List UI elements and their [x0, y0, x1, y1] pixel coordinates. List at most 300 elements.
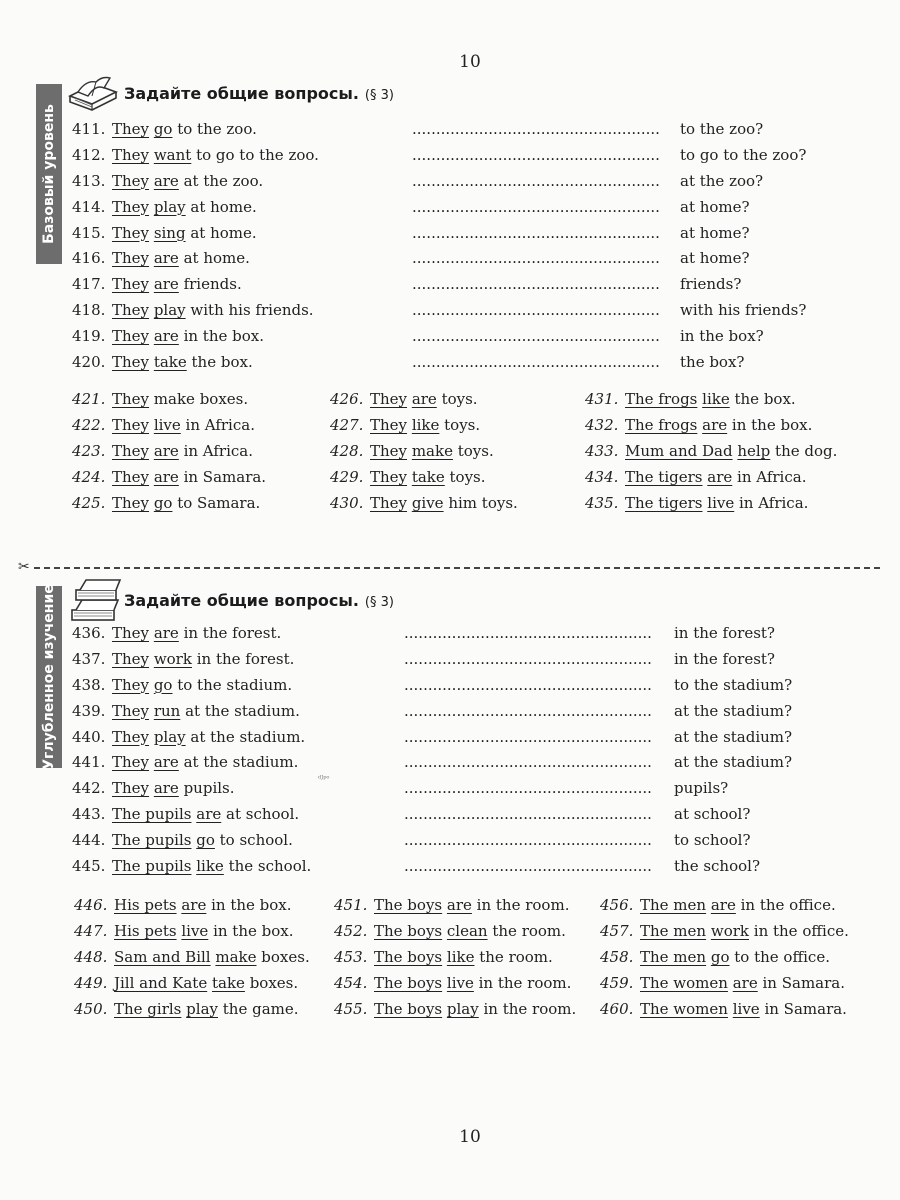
- sentence-subject: They: [112, 624, 150, 642]
- exercise-number: 454.: [334, 974, 368, 992]
- sentence-subject: They: [112, 727, 150, 746]
- exercise-item: [330, 442, 518, 468]
- exercise-item: [600, 974, 849, 1000]
- sentence-rest: to go to the zoo.: [191, 145, 319, 164]
- exercise-number: 456.: [600, 896, 634, 914]
- exercise-item: [585, 442, 837, 468]
- answer-ending: in the forest?: [674, 649, 775, 668]
- answer-ending: at home?: [680, 223, 750, 242]
- exercise-number: 460.: [600, 1000, 634, 1018]
- exercise-column: [585, 390, 837, 520]
- sentence-rest: in the room.: [473, 974, 572, 992]
- section-title-text: Задайте общие вопросы.: [124, 84, 359, 103]
- answer-blank: ....................................................: [404, 624, 652, 642]
- exercise-item: [330, 416, 518, 442]
- answer-blank: ....................................................: [412, 197, 660, 216]
- sentence-subject: They: [112, 494, 150, 512]
- sentence-rest: to school.: [214, 831, 293, 850]
- answer-ending: in the box?: [680, 327, 764, 346]
- exercise-sentence: [112, 650, 294, 668]
- exercise-sentence: [112, 224, 257, 242]
- exercise-number: 443.: [72, 805, 106, 824]
- exercise-number: 447.: [74, 922, 108, 940]
- exercise-sentence: [112, 624, 281, 642]
- exercise-sentence: [112, 198, 257, 216]
- exercise-number: 448.: [74, 948, 108, 966]
- answer-ending: at the stadium?: [674, 727, 793, 746]
- sentence-subject: The men: [640, 948, 707, 966]
- sentence-rest: boxes.: [244, 974, 299, 992]
- sentence-subject: They: [112, 171, 150, 190]
- sentence-subject: They: [112, 301, 150, 320]
- exercise-item: [334, 974, 576, 1000]
- sentence-verb: work: [710, 922, 749, 940]
- answer-blank: ....................................................: [404, 779, 652, 798]
- page-number-bottom: 10: [459, 1127, 481, 1147]
- sentence-subject: They: [112, 353, 150, 372]
- sentence-subject: They: [112, 416, 150, 434]
- sentence-verb: are: [153, 327, 179, 346]
- sentence-verb: run: [153, 701, 181, 720]
- exercise-sentence: [112, 857, 311, 875]
- sentence-rest: the school.: [223, 857, 312, 876]
- answer-ending: to school?: [674, 831, 751, 850]
- answer-ending: at the stadium?: [674, 701, 793, 720]
- sentence-verb: are: [153, 624, 179, 642]
- sentence-verb: take: [153, 353, 187, 372]
- answer-blank: ....................................................: [412, 171, 660, 190]
- sentence-verb: are: [181, 896, 207, 914]
- sentence-verb: go: [153, 494, 173, 512]
- sentence-rest: with his friends.: [185, 301, 314, 320]
- sentence-subject: The boys: [374, 974, 443, 992]
- exercise-sentence: [112, 728, 305, 746]
- exercise-item: [72, 442, 266, 468]
- sentence-verb: take: [211, 974, 245, 992]
- sentence-rest: at home.: [185, 197, 257, 216]
- sentence-verb: are: [153, 249, 179, 268]
- sentence-verb: are: [702, 416, 728, 434]
- sentence-subject: The boys: [374, 922, 443, 940]
- sentence-subject: The frogs: [625, 390, 698, 408]
- sentence-subject: The boys: [374, 948, 443, 966]
- sentence-subject: They: [112, 701, 150, 720]
- sentence-rest: in the room.: [478, 1000, 577, 1018]
- answer-ending: to go to the zoo?: [680, 145, 807, 164]
- sentence-subject: The pupils: [112, 805, 192, 824]
- sentence-subject: The boys: [374, 896, 443, 914]
- exercise-item: [334, 948, 576, 974]
- sentence-subject: The pupils: [112, 857, 192, 876]
- exercise-sentence: [112, 753, 298, 771]
- sentence-rest: pupils.: [178, 779, 235, 798]
- side-tab-label: Углубленное изучение: [41, 584, 57, 770]
- sentence-rest: to Samara.: [172, 494, 261, 512]
- exercise-number: 445.: [72, 857, 106, 876]
- exercise-number: 413.: [72, 171, 106, 190]
- sentence-subject: They: [112, 223, 150, 242]
- sentence-verb: are: [446, 896, 472, 914]
- exercise-number: 441.: [72, 753, 106, 772]
- sentence-rest: toys.: [452, 442, 494, 460]
- sentence-subject: The girls: [114, 1000, 182, 1018]
- exercise-number: 434.: [585, 468, 619, 486]
- answer-blank: ....................................................: [404, 805, 652, 824]
- sentence-verb: are: [710, 896, 736, 914]
- sentence-subject: They: [112, 649, 150, 668]
- sentence-subject: They: [112, 468, 150, 486]
- exercise-item: [72, 416, 266, 442]
- exercise-number: 457.: [600, 922, 634, 940]
- exercise-number: 425.: [72, 494, 106, 512]
- exercise-number: 435.: [585, 494, 619, 512]
- exercise-number: 424.: [72, 468, 106, 486]
- answer-blank: ....................................................: [412, 353, 660, 372]
- exercise-sentence: [112, 172, 263, 190]
- exercise-number: 437.: [72, 649, 106, 668]
- sentence-rest: make boxes.: [149, 390, 249, 408]
- section-title-basic: [124, 84, 394, 103]
- sentence-rest: toys.: [436, 390, 478, 408]
- sentence-verb: are: [411, 390, 437, 408]
- sentence-verb: like: [411, 416, 440, 434]
- exercise-item: [600, 896, 849, 922]
- sentence-rest: in the box.: [178, 327, 265, 346]
- exercise-number: 427.: [330, 416, 364, 434]
- exercise-sentence: [112, 275, 242, 293]
- answer-ending: pupils?: [674, 779, 729, 798]
- sentence-rest: at home.: [185, 223, 257, 242]
- sentence-verb: live: [707, 494, 735, 512]
- sentence-subject: They: [112, 145, 150, 164]
- sentence-verb: are: [196, 805, 222, 824]
- exercise-sentence: [112, 301, 314, 319]
- sentence-rest: in the box.: [208, 922, 294, 940]
- sentence-rest: the room.: [474, 948, 553, 966]
- sentence-verb: are: [707, 468, 733, 486]
- exercise-number: 449.: [74, 974, 108, 992]
- sentence-rest: at the stadium.: [178, 753, 299, 772]
- exercise-item: [600, 1000, 849, 1026]
- sentence-rest: in Samara.: [759, 1000, 847, 1018]
- exercise-number: 423.: [72, 442, 106, 460]
- sentence-verb: play: [153, 301, 186, 320]
- exercise-number: 421.: [72, 390, 106, 408]
- sentence-subject: His pets: [114, 896, 177, 914]
- exercise-item: [585, 494, 837, 520]
- answer-blank: ....................................................: [404, 701, 652, 720]
- exercise-number: 453.: [334, 948, 368, 966]
- sentence-verb: play: [186, 1000, 218, 1018]
- exercise-item: [330, 494, 518, 520]
- exercise-item: [72, 494, 266, 520]
- sentence-verb: play: [153, 727, 186, 746]
- answer-ending: the box?: [680, 353, 745, 372]
- exercise-number: 442.: [72, 779, 106, 798]
- answer-blank: ....................................................: [404, 727, 652, 746]
- answer-ending: at the zoo?: [680, 171, 764, 190]
- sentence-subject: The pupils: [112, 831, 192, 850]
- answer-blank: ....................................................: [412, 327, 660, 346]
- exercise-item: [334, 896, 576, 922]
- exercise-column: [334, 896, 576, 1026]
- exercise-number: 438.: [72, 675, 106, 694]
- sentence-verb: live: [732, 1000, 760, 1018]
- exercise-column: [330, 390, 518, 520]
- answer-blank: ....................................................: [404, 649, 652, 668]
- exercise-number: 411.: [72, 120, 106, 138]
- exercise-number: 455.: [334, 1000, 368, 1018]
- sentence-rest: at the zoo.: [178, 171, 264, 190]
- sentence-rest: in the forest.: [191, 649, 295, 668]
- sentence-verb: like: [702, 390, 730, 408]
- sentence-verb: live: [181, 922, 209, 940]
- sentence-verb: take: [411, 468, 445, 486]
- sentence-verb: are: [153, 468, 179, 486]
- exercise-item: [72, 468, 266, 494]
- sentence-subject: Jill and Kate: [114, 974, 208, 992]
- exercise-item: [72, 390, 266, 416]
- sentence-rest: in the office.: [735, 896, 836, 914]
- exercise-sentence: [112, 676, 292, 694]
- sentence-subject: They: [370, 390, 408, 408]
- answer-ending: at school?: [674, 805, 751, 824]
- exercise-number: 444.: [72, 831, 106, 850]
- exercise-column: [600, 896, 849, 1026]
- sentence-rest: in Samara.: [178, 468, 267, 486]
- sentence-subject: They: [112, 327, 150, 346]
- exercise-item: [585, 416, 837, 442]
- sentence-verb: are: [153, 275, 179, 294]
- exercise-item: [74, 896, 310, 922]
- exercise-item: [330, 390, 518, 416]
- answer-blank: ....................................................: [412, 145, 660, 164]
- exercise-item: [585, 390, 837, 416]
- exercise-number: 422.: [72, 416, 106, 434]
- sentence-subject: They: [112, 249, 150, 268]
- exercise-number: 419.: [72, 327, 106, 346]
- exercise-number: 412.: [72, 145, 106, 164]
- side-tab-basic: [36, 84, 62, 264]
- exercise-number: 414.: [72, 197, 106, 216]
- sentence-verb: are: [153, 779, 179, 798]
- exercise-number: 417.: [72, 275, 106, 294]
- exercise-number: 430.: [330, 494, 364, 512]
- answer-blank: ....................................................: [412, 249, 660, 268]
- sentence-subject: They: [112, 197, 150, 216]
- page-number-top: 10: [459, 52, 481, 72]
- sentence-rest: in the forest.: [178, 624, 282, 642]
- sentence-subject: They: [370, 442, 408, 460]
- answer-ending: to the stadium?: [674, 675, 793, 694]
- sentence-rest: the dog.: [770, 442, 838, 460]
- exercise-number: 436.: [72, 624, 106, 642]
- sentence-rest: at school.: [221, 805, 300, 824]
- sentence-rest: in Samara.: [757, 974, 845, 992]
- sentence-rest: in Africa.: [734, 494, 809, 512]
- sentence-rest: in Africa.: [178, 442, 254, 460]
- exercise-number: 446.: [74, 896, 108, 914]
- exercise-number: 459.: [600, 974, 634, 992]
- sentence-subject: They: [112, 779, 150, 798]
- sentence-rest: friends.: [178, 275, 242, 294]
- exercise-number: 432.: [585, 416, 619, 434]
- section-ref: (§ 3): [364, 595, 394, 610]
- exercise-sentence: [112, 120, 257, 138]
- exercise-item: [74, 922, 310, 948]
- book-stack-icon: [66, 576, 122, 624]
- sentence-rest: in the box.: [206, 896, 292, 914]
- sentence-rest: at the stadium.: [185, 727, 306, 746]
- answer-ending: at home?: [680, 249, 750, 268]
- sentence-rest: at the stadium.: [180, 701, 300, 720]
- section-title-advanced: [124, 591, 394, 610]
- exercise-sentence: [112, 249, 250, 267]
- sentence-subject: Mum and Dad: [625, 442, 733, 460]
- sentence-rest: the box.: [186, 353, 253, 372]
- sentence-rest: in the box.: [727, 416, 813, 434]
- side-tab-label: Базовый уровень: [41, 104, 58, 244]
- sentence-verb: live: [446, 974, 474, 992]
- sentence-subject: They: [112, 120, 150, 138]
- sentence-verb: want: [153, 145, 192, 164]
- sentence-subject: The women: [640, 1000, 728, 1018]
- exercise-number: 420.: [72, 353, 106, 372]
- exercise-item: [74, 1000, 310, 1026]
- sentence-verb: play: [446, 1000, 479, 1018]
- exercise-number: 433.: [585, 442, 619, 460]
- exercise-item: [330, 468, 518, 494]
- answer-ending: the school?: [674, 857, 760, 876]
- sentence-verb: go: [710, 948, 730, 966]
- sentence-subject: They: [370, 494, 408, 512]
- sentence-rest: to the office.: [729, 948, 830, 966]
- answer-blank: ....................................................: [412, 301, 660, 320]
- answer-blank: ....................................................: [412, 120, 660, 138]
- exercise-column: [72, 390, 266, 520]
- sentence-verb: play: [153, 197, 186, 216]
- sentence-verb: sing: [153, 223, 186, 242]
- sentence-subject: They: [112, 753, 150, 772]
- sentence-subject: They: [112, 390, 150, 408]
- sentence-rest: in the room.: [471, 896, 570, 914]
- exercise-item: [600, 922, 849, 948]
- sentence-rest: him toys.: [443, 494, 518, 512]
- exercise-sentence: [112, 779, 235, 797]
- sentence-subject: The men: [640, 896, 707, 914]
- sentence-verb: go: [153, 120, 173, 138]
- sentence-verb: go: [153, 675, 173, 694]
- sentence-subject: They: [370, 468, 408, 486]
- sentence-subject: The men: [640, 922, 707, 940]
- answer-blank: ....................................................: [412, 223, 660, 242]
- sentence-subject: They: [370, 416, 408, 434]
- exercise-sentence: [112, 353, 253, 371]
- section-ref: (§ 3): [364, 88, 394, 103]
- sentence-rest: the room.: [487, 922, 566, 940]
- sentence-rest: at home.: [178, 249, 250, 268]
- sentence-rest: to the stadium.: [172, 675, 293, 694]
- sentence-subject: The women: [640, 974, 728, 992]
- exercise-number: 429.: [330, 468, 364, 486]
- sentence-subject: The tigers: [625, 494, 703, 512]
- sentence-subject: They: [112, 275, 150, 294]
- answer-ending: with his friends?: [680, 301, 807, 320]
- exercise-sentence: [112, 805, 299, 823]
- answer-blank: ....................................................: [412, 275, 660, 294]
- exercise-sentence: [112, 146, 319, 164]
- section-title-text: Задайте общие вопросы.: [124, 591, 359, 610]
- exercise-number: 450.: [74, 1000, 108, 1018]
- exercise-number: 428.: [330, 442, 364, 460]
- exercise-item: [334, 1000, 576, 1026]
- sentence-verb: like: [446, 948, 475, 966]
- answer-ending: in the forest?: [674, 624, 775, 642]
- sentence-subject: The frogs: [625, 416, 698, 434]
- exercise-sentence: [112, 327, 264, 345]
- sentence-verb: give: [411, 494, 444, 512]
- exercise-number: 439.: [72, 701, 106, 720]
- sentence-subject: They: [112, 675, 150, 694]
- sentence-verb: are: [732, 974, 758, 992]
- stray-mark: ᵈᴶᵖᵒ: [318, 774, 330, 783]
- sentence-rest: toys.: [444, 468, 486, 486]
- answer-ending: at the stadium?: [674, 753, 793, 772]
- exercise-number: 418.: [72, 301, 106, 320]
- sentence-rest: in Africa.: [732, 468, 807, 486]
- answer-blank: ....................................................: [404, 675, 652, 694]
- sentence-verb: go: [196, 831, 215, 850]
- sentence-rest: in Africa.: [180, 416, 255, 434]
- exercise-sentence: [112, 702, 300, 720]
- sentence-rest: toys.: [439, 416, 481, 434]
- answer-ending: friends?: [680, 275, 742, 294]
- exercise-number: 440.: [72, 727, 106, 746]
- exercise-item: [600, 948, 849, 974]
- scissors-icon: ✂: [18, 559, 30, 575]
- sentence-subject: The boys: [374, 1000, 443, 1018]
- dashed-divider: [34, 567, 880, 569]
- sentence-rest: boxes.: [256, 948, 310, 966]
- sentence-rest: in the office.: [749, 922, 849, 940]
- sentence-verb: help: [737, 442, 771, 460]
- open-book-icon: [66, 66, 120, 112]
- answer-blank: ....................................................: [404, 753, 652, 772]
- sentence-subject: His pets: [114, 922, 177, 940]
- sentence-subject: They: [112, 442, 150, 460]
- answer-ending: at home?: [680, 197, 750, 216]
- exercise-item: [74, 974, 310, 1000]
- sentence-verb: like: [196, 857, 224, 876]
- sentence-subject: The tigers: [625, 468, 703, 486]
- side-tab-advanced: [36, 586, 62, 768]
- exercise-item: [585, 468, 837, 494]
- sentence-rest: the box.: [729, 390, 796, 408]
- sentence-verb: are: [153, 753, 179, 772]
- answer-ending: to the zoo?: [680, 120, 764, 138]
- exercise-column: [74, 896, 310, 1026]
- exercise-number: 431.: [585, 390, 619, 408]
- answer-blank: ....................................................: [404, 857, 652, 876]
- answer-blank: ....................................................: [404, 831, 652, 850]
- sentence-verb: work: [153, 649, 192, 668]
- sentence-subject: Sam and Bill: [114, 948, 211, 966]
- exercise-item: [334, 922, 576, 948]
- sentence-verb: clean: [446, 922, 488, 940]
- sentence-verb: are: [153, 442, 179, 460]
- exercise-number: 415.: [72, 223, 106, 242]
- sentence-rest: the game.: [218, 1000, 299, 1018]
